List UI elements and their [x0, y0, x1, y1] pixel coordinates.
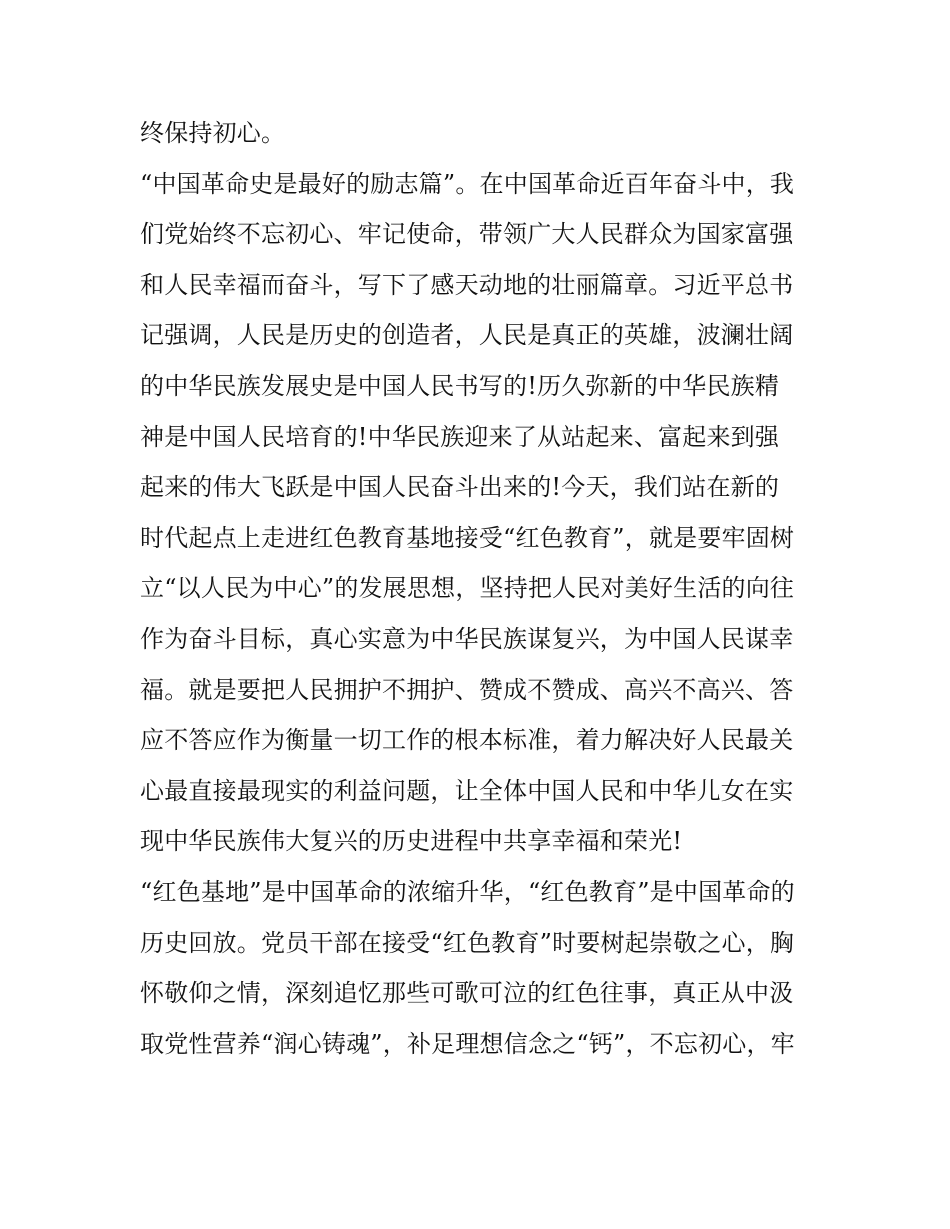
text-line: 作为奋斗目标，真心实意为中华民族谋复兴，为中国人民谋幸 — [140, 624, 794, 653]
text-line: 起来的伟大飞跃是中国人民奋斗出来的!今天，我们站在新的 — [140, 473, 780, 502]
text-line: 历史回放。党员干部在接受“红色教育”时要树起崇敬之心，胸 — [140, 928, 795, 957]
text-line: 取党性营养“润心铸魂”，补足理想信念之“钙”，不忘初心，牢 — [140, 1029, 795, 1058]
text-line: 立“以人民为中心”的发展思想，坚持把人民对美好生活的向往 — [140, 574, 795, 603]
text-line: 心最直接最现实的利益问题，让全体中国人民和中华儿女在实 — [140, 776, 794, 805]
body-text — [140, 108, 820, 1069]
text-line: 神是中国人民培育的!中华民族迎来了从站起来、富起来到强 — [140, 422, 780, 451]
text-line: 应不答应作为衡量一切工作的根本标准，着力解决好人民最关 — [140, 726, 794, 755]
text-line: “中国革命史是最好的励志篇”。在中国革命近百年奋斗中，我 — [140, 169, 795, 198]
text-line: 时代起点上走进红色教育基地接受“红色教育”，就是要牢固树 — [140, 523, 795, 552]
text-line: 和人民幸福而奋斗，写下了感天动地的壮丽篇章。习近平总书 — [140, 270, 794, 299]
text-line: 福。就是要把人民拥护不拥护、赞成不赞成、高兴不高兴、答 — [140, 675, 794, 704]
text-line: “红色基地”是中国革命的浓缩升华，“红色教育”是中国革命的 — [140, 877, 795, 906]
text-line: 怀敬仰之情，深刻追忆那些可歌可泣的红色往事，真正从中汲 — [140, 979, 794, 1008]
text-line: 们党始终不忘初心、牢记使命，带领广大人民群众为国家富强 — [140, 220, 794, 249]
text-line: 终保持初心。 — [140, 119, 286, 147]
text-line: 现中华民族伟大复兴的历史进程中共享幸福和荣光! — [140, 827, 683, 856]
text-line: 的中华民族发展史是中国人民书写的!历久弥新的中华民族精 — [140, 371, 780, 400]
text-line: 记强调，人民是历史的创造者，人民是真正的英雄，波澜壮阔 — [140, 321, 794, 350]
